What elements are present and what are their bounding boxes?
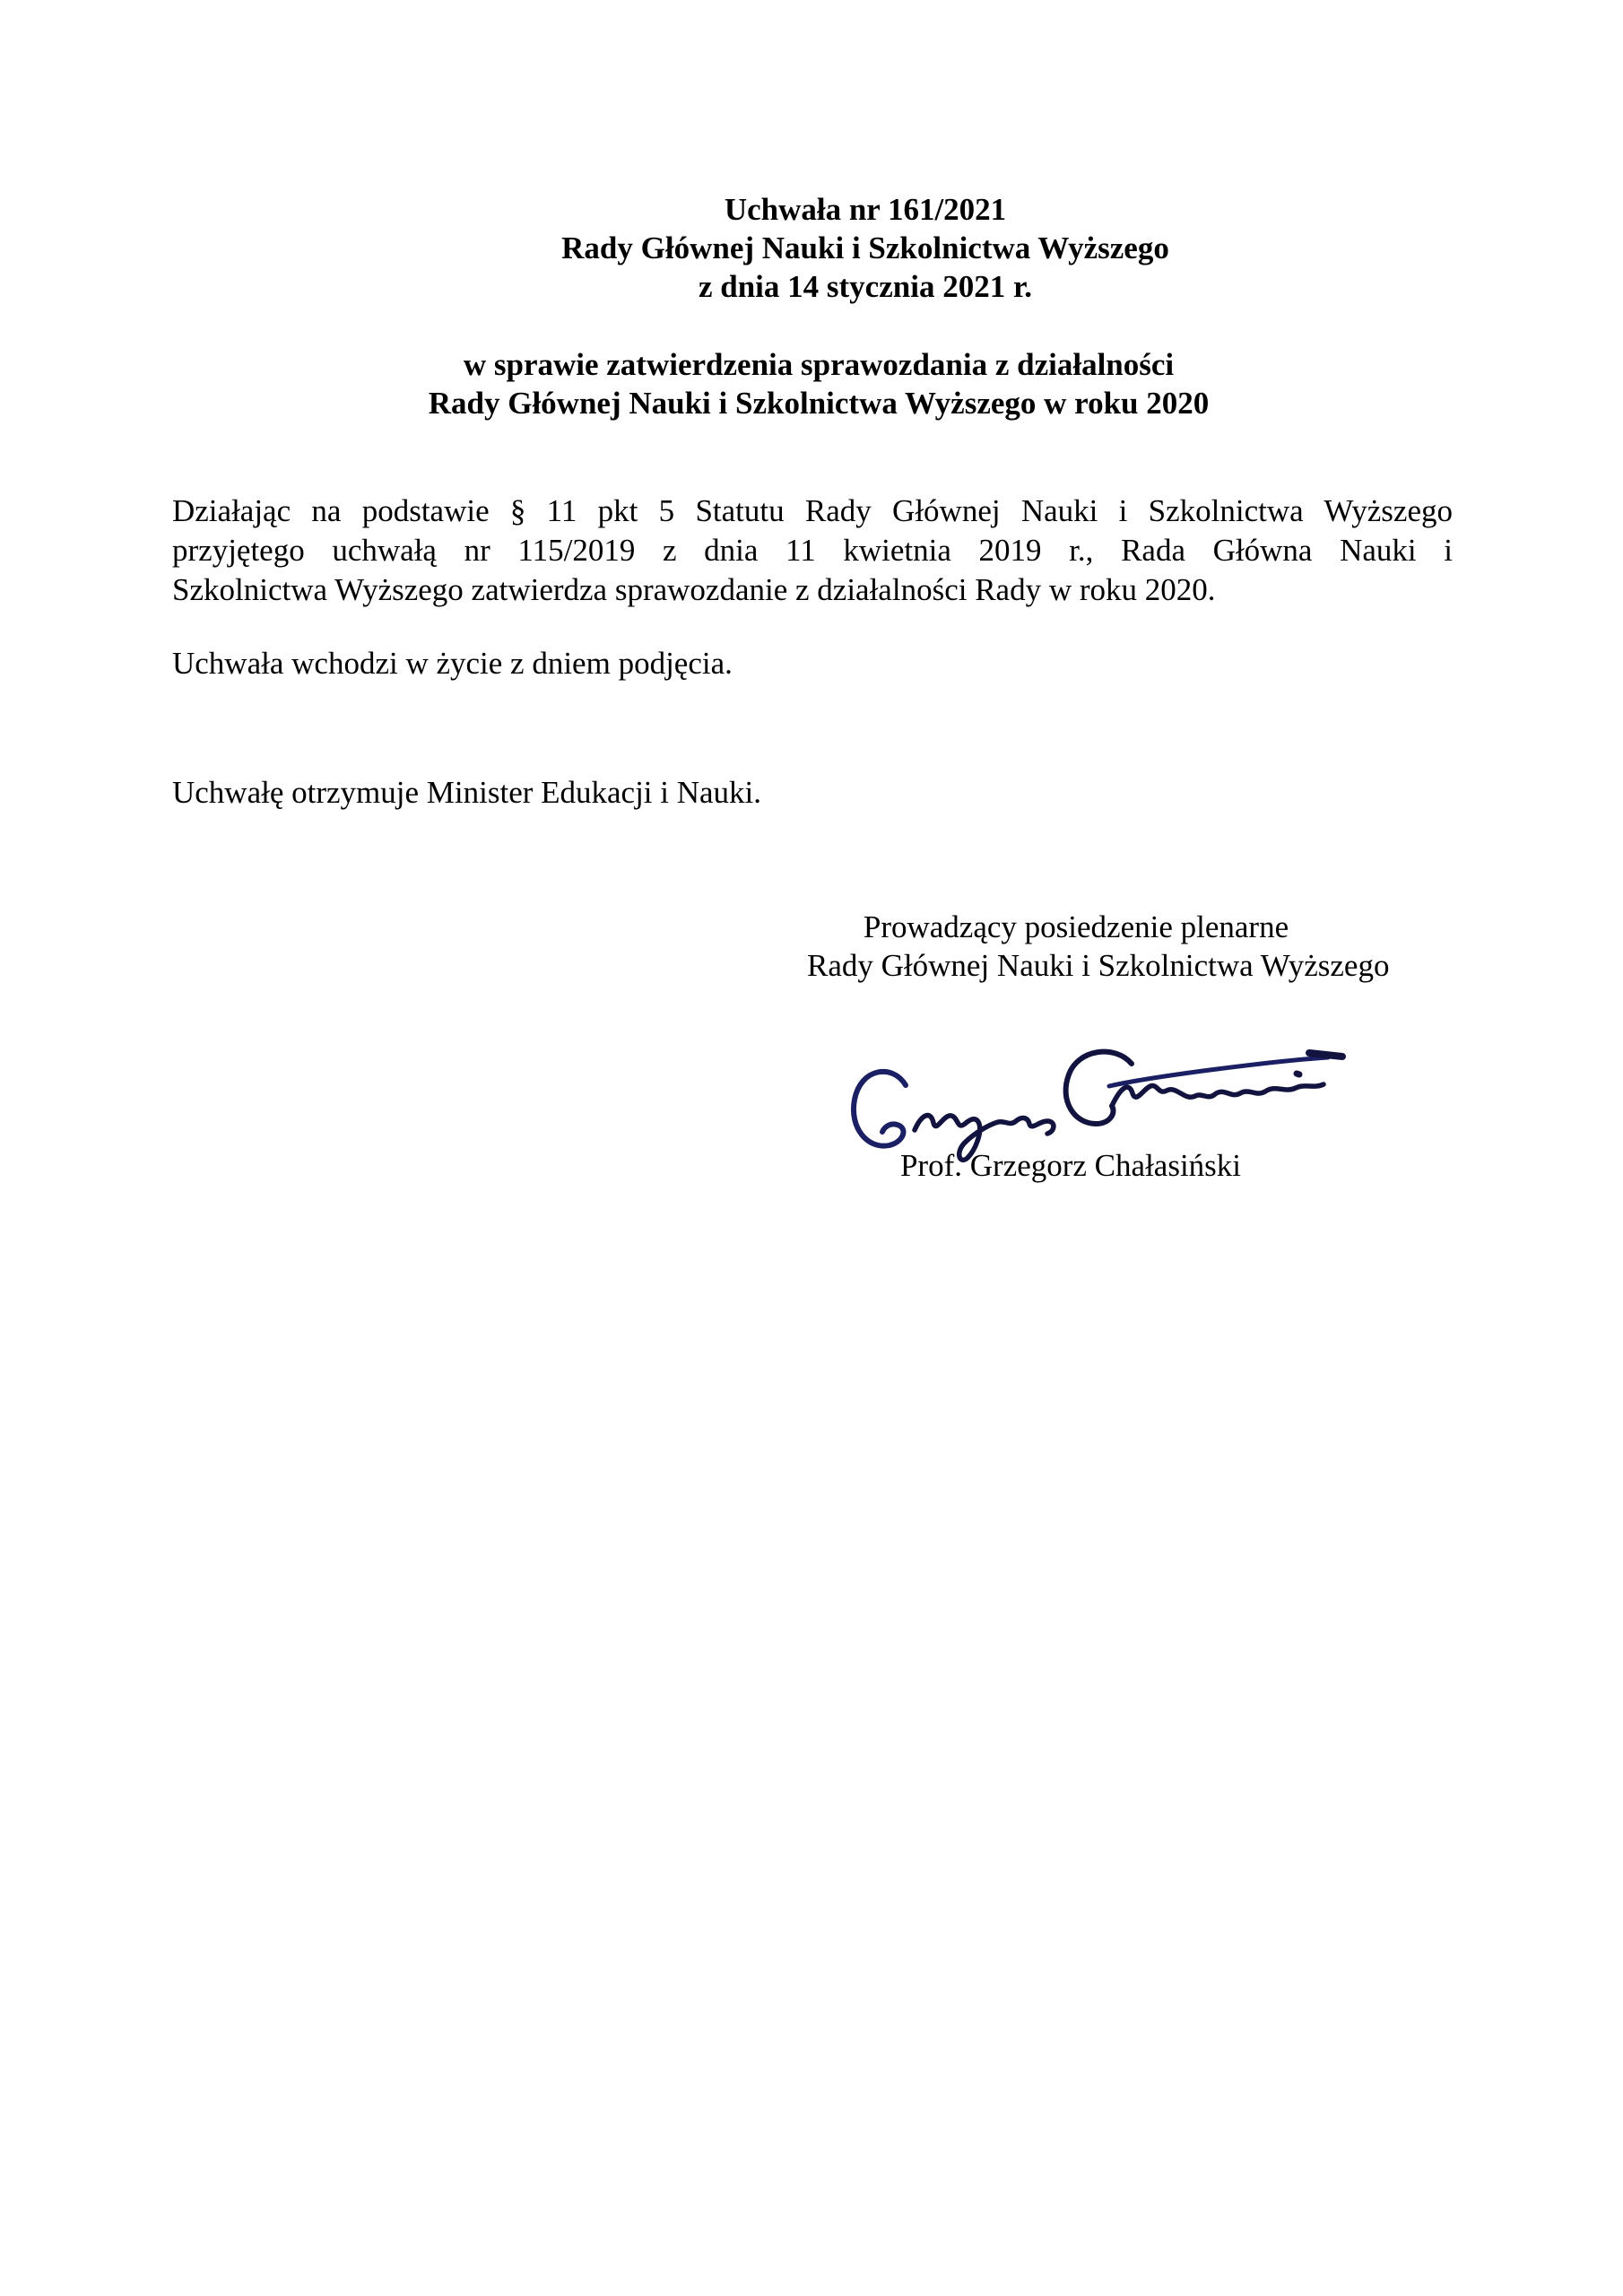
- effective-date-clause: Uchwała wchodzi w życie z dniem podjęcia.: [172, 646, 733, 681]
- signatory-role-line-1: Prowadzący posiedzenie plenarne: [863, 909, 1289, 944]
- issuing-body: Rady Głównej Nauki i Szkolnictwa Wyższego: [561, 230, 1169, 265]
- signatory-role: [807, 908, 1390, 985]
- subject-line-2: Rady Głównej Nauki i Szkolnictwa Wyższego w roku 2020: [428, 386, 1210, 421]
- paragraph-line: przyjętego uchwałą nr 115/2019 z dnia 11 kwietnia 2019 r., Rada Główna Nauki i: [172, 533, 1453, 568]
- signatory-name: Prof. Grzegorz Chałasiński: [899, 1148, 1242, 1183]
- signature-stroke-surname: [1112, 1084, 1324, 1106]
- main-paragraph: [172, 491, 1453, 610]
- paragraph-line: Działając na podstawie § 11 pkt 5 Statutu Rady Głównej Nauki i Szkolnictwa Wyższego: [172, 493, 1453, 528]
- resolution-date: z dnia 14 stycznia 2021 r.: [698, 269, 1033, 304]
- paragraph-line: Szkolnictwa Wyższego zatwierdza sprawozdanie z działalności Rady w roku 2020.: [172, 572, 1216, 607]
- resolution-heading: [108, 190, 1623, 306]
- signature-stroke-end-dash: [1309, 1053, 1342, 1057]
- resolution-subject: [14, 345, 1623, 422]
- signature-stroke-g-loop: [854, 1072, 906, 1146]
- signatory-role-line-2: Rady Głównej Nauki i Szkolnictwa Wyższego: [807, 948, 1390, 983]
- resolution-number: Uchwała nr 161/2021: [724, 192, 1007, 227]
- recipient-clause: Uchwałę otrzymuje Minister Edukacji i Nauki.: [172, 775, 762, 810]
- subject-line-1: w sprawie zatwierdzenia sprawozdania z działalności: [463, 347, 1175, 382]
